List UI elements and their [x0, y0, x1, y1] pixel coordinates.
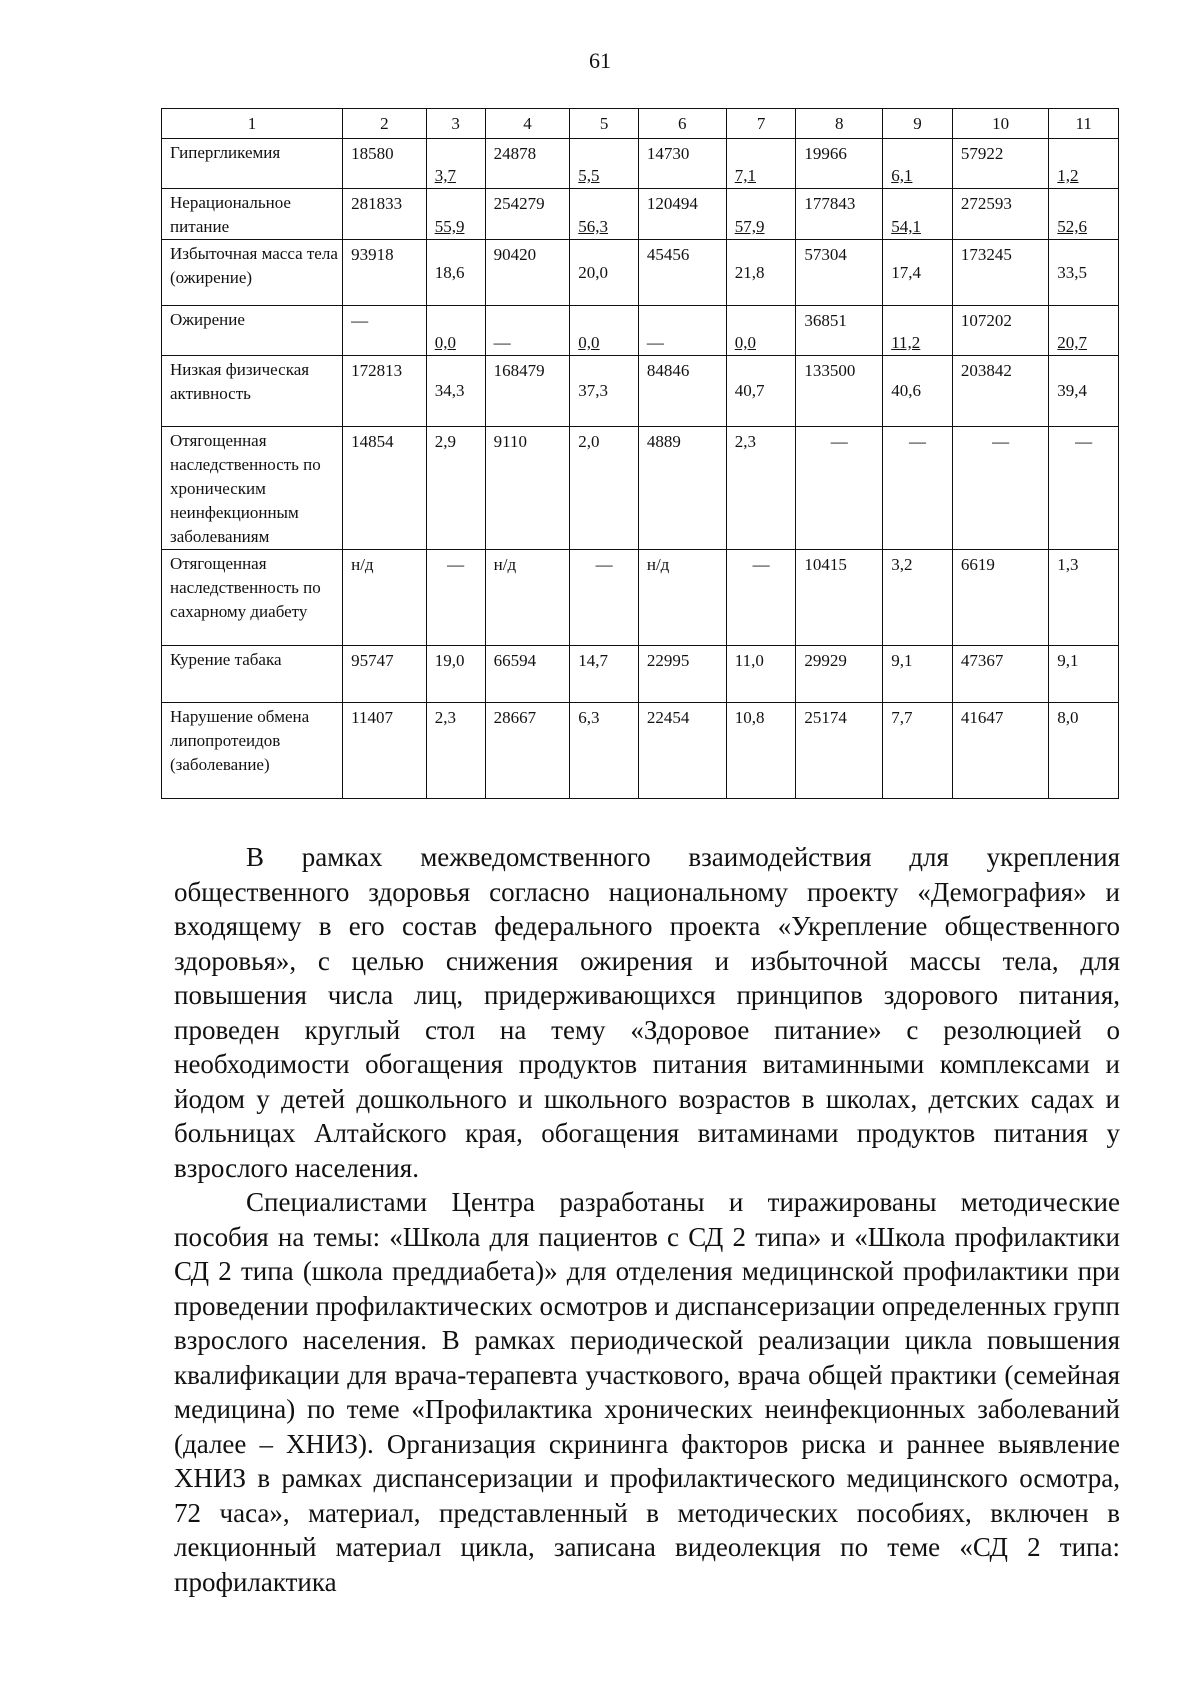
table-cell: 47367 [952, 646, 1048, 703]
table-cell: 7,1 [726, 139, 796, 189]
table-row [162, 139, 1119, 189]
risk-factors-table [161, 108, 1119, 799]
table-cell: 24878 [485, 139, 570, 189]
table-cell: 20,7 [1049, 306, 1119, 356]
table-cell: 57,9 [726, 189, 796, 240]
column-header: 3 [426, 109, 485, 139]
table-cell: 1,3 [1049, 550, 1119, 646]
table-cell: 8,0 [1049, 703, 1119, 799]
table-cell: 28667 [485, 703, 570, 799]
table-cell: 33,5 [1049, 240, 1119, 306]
table-cell: 4889 [638, 427, 726, 550]
table-cell: 36851 [796, 306, 883, 356]
table-cell: — [796, 427, 883, 550]
row-label: Избыточная масса тела (ожирение) [162, 240, 343, 306]
table-row [162, 306, 1119, 356]
table-cell: 18,6 [426, 240, 485, 306]
body-text [174, 840, 1120, 1599]
table-cell: 11,0 [726, 646, 796, 703]
table-row [162, 189, 1119, 240]
column-header: 7 [726, 109, 796, 139]
table-row [162, 427, 1119, 550]
table-cell: 29929 [796, 646, 883, 703]
table-cell: — [426, 550, 485, 646]
column-header: 9 [883, 109, 953, 139]
table-cell: 41647 [952, 703, 1048, 799]
column-header: 1 [162, 109, 343, 139]
table-cell: 14730 [638, 139, 726, 189]
table-cell: 0,0 [570, 306, 639, 356]
table-cell: 21,8 [726, 240, 796, 306]
table-cell: 11407 [343, 703, 427, 799]
table-cell: 107202 [952, 306, 1048, 356]
table-cell: 22454 [638, 703, 726, 799]
row-label: Ожирение [162, 306, 343, 356]
column-header: 11 [1049, 109, 1119, 139]
table-cell: 254279 [485, 189, 570, 240]
table-cell: — [343, 306, 427, 356]
table-cell: — [638, 306, 726, 356]
table-cell: 90420 [485, 240, 570, 306]
table-cell: 25174 [796, 703, 883, 799]
table-cell: 57304 [796, 240, 883, 306]
table-cell: 272593 [952, 189, 1048, 240]
table-cell: 54,1 [883, 189, 953, 240]
paragraph: Специалистами Центра разработаны и тиражированы методические пособия на темы: «Школа для пациентов с СД 2 типа» и «Школа профилактики СД 2 типа (школа преддиабета)» для отделения медицинской профилактики при проведении профилактических осмотров и диспансеризации определенных групп взрослого населения. В рамках периодической реализации цикла повышения квалификации для врача-терапевта участкового, врача общей практики (семейная медицина) по теме «Профилактика хронических неинфекционных заболеваний (далее – ХНИЗ). Организация скрининга факторов риска и раннее выявление ХНИЗ в рамках диспансеризации и профилактического медицинского осмотра, 72 часа», материал, представленный в методических пособиях, включен в лекционный материал цикла, записана видеолекция по теме «СД 2 типа: профилактика [174, 1187, 1120, 1597]
page-number: 61 [589, 48, 611, 73]
table-cell: 0,0 [426, 306, 485, 356]
table-cell: 34,3 [426, 356, 485, 427]
column-header: 5 [570, 109, 639, 139]
table-cell: 7,7 [883, 703, 953, 799]
table-cell: 52,6 [1049, 189, 1119, 240]
table-cell: 6,3 [570, 703, 639, 799]
table-cell: 120494 [638, 189, 726, 240]
table-cell: 172813 [343, 356, 427, 427]
table-cell: — [570, 550, 639, 646]
table-cell: 19966 [796, 139, 883, 189]
table-row [162, 356, 1119, 427]
table-cell: 95747 [343, 646, 427, 703]
table-cell: 10,8 [726, 703, 796, 799]
table-cell: — [485, 306, 570, 356]
table-cell: 18580 [343, 139, 427, 189]
table-cell: 57922 [952, 139, 1048, 189]
table-row [162, 240, 1119, 306]
table-cell: 0,0 [726, 306, 796, 356]
table-cell: 2,9 [426, 427, 485, 550]
table-cell: 173245 [952, 240, 1048, 306]
table-cell: — [726, 550, 796, 646]
table-cell: 14,7 [570, 646, 639, 703]
table-cell: 14854 [343, 427, 427, 550]
table-cell: 203842 [952, 356, 1048, 427]
column-header: 4 [485, 109, 570, 139]
table-row [162, 703, 1119, 799]
table-cell: 40,6 [883, 356, 953, 427]
table-cell: 45456 [638, 240, 726, 306]
table-cell: 39,4 [1049, 356, 1119, 427]
table-cell: 133500 [796, 356, 883, 427]
table-cell: 40,7 [726, 356, 796, 427]
table-cell: 5,5 [570, 139, 639, 189]
table-cell: 22995 [638, 646, 726, 703]
table-cell: 2,3 [426, 703, 485, 799]
column-header: 10 [952, 109, 1048, 139]
table-cell: 11,2 [883, 306, 953, 356]
table-cell: 37,3 [570, 356, 639, 427]
table-cell: 84846 [638, 356, 726, 427]
column-header: 8 [796, 109, 883, 139]
table-row [162, 646, 1119, 703]
table-cell: 17,4 [883, 240, 953, 306]
table-cell: 281833 [343, 189, 427, 240]
table-cell: — [883, 427, 953, 550]
table-cell: 10415 [796, 550, 883, 646]
table-cell: н/д [485, 550, 570, 646]
table-cell: 9,1 [883, 646, 953, 703]
column-header: 6 [638, 109, 726, 139]
table-cell: н/д [343, 550, 427, 646]
table-header-row [162, 109, 1119, 139]
table-cell: 9,1 [1049, 646, 1119, 703]
table-cell: 55,9 [426, 189, 485, 240]
table-cell: 9110 [485, 427, 570, 550]
row-label: Отягощенная наследственность по хроническим неинфекционным заболеваниям [162, 427, 343, 550]
table-cell: 3,7 [426, 139, 485, 189]
row-label: Нарушение обмена липопротеидов (заболевание) [162, 703, 343, 799]
table-cell: 20,0 [570, 240, 639, 306]
paragraph: В рамках межведомственного взаимодействия для укрепления общественного здоровья согласно национальному проекту «Демография» и входящему в его состав федерального проекта «Укрепление общественного здоровья», с целью снижения ожирения и избыточной массы тела, для повышения числа лиц, придерживающихся принципов здорового питания, проведен круглый стол на тему «Здоровое питание» с резолюцией о необходимости обогащения продуктов питания витаминными комплексами и йодом у детей дошкольного и школьного возрастов в школах, детских садах и больницах Алтайского края, обогащения витаминами продуктов питания у взрослого населения. [174, 842, 1120, 1183]
table-cell: — [1049, 427, 1119, 550]
table-cell: 6619 [952, 550, 1048, 646]
row-label: Курение табака [162, 646, 343, 703]
table-cell: 3,2 [883, 550, 953, 646]
table-cell: 177843 [796, 189, 883, 240]
table-cell: 56,3 [570, 189, 639, 240]
table-cell: 2,0 [570, 427, 639, 550]
table-cell: 19,0 [426, 646, 485, 703]
column-header: 2 [343, 109, 427, 139]
row-label: Низкая физическая активность [162, 356, 343, 427]
table-cell: 6,1 [883, 139, 953, 189]
table-cell: 168479 [485, 356, 570, 427]
table-cell: 2,3 [726, 427, 796, 550]
table-cell: 66594 [485, 646, 570, 703]
table-cell: 93918 [343, 240, 427, 306]
row-label: Отягощенная наследственность по сахарному диабету [162, 550, 343, 646]
row-label: Нерациональное питание [162, 189, 343, 240]
table-cell: 1,2 [1049, 139, 1119, 189]
table-cell: н/д [638, 550, 726, 646]
table-row [162, 550, 1119, 646]
table-cell: — [952, 427, 1048, 550]
row-label: Гипергликемия [162, 139, 343, 189]
